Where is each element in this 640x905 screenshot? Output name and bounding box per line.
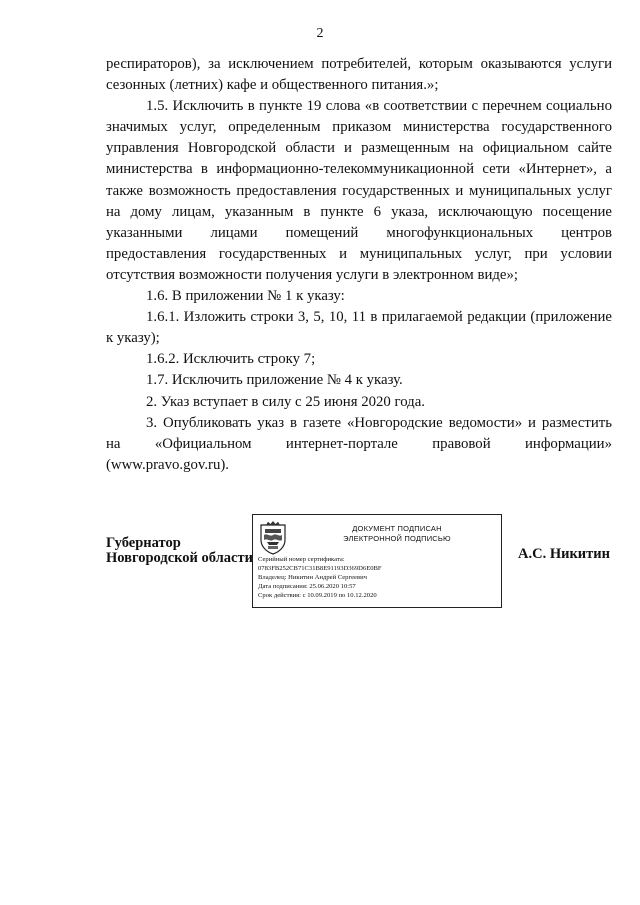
stamp-owner: Владелец: Никитин Андрей Сергеевич [258,573,367,581]
paragraph: респираторов), за исключением потребителей, которым оказываются услуги сезонных (летних) кафе и общественного питания.»; [106,56,612,94]
novgorod-coat-of-arms-icon [258,521,288,555]
paragraph: 1.7. Исключить приложение № 4 к указу. [146,372,403,389]
paragraph: 2. Указ вступает в силу с 25 июня 2020 года. [146,393,425,410]
signer-title [106,536,253,566]
paragraph: 1.5. Исключить в пункте 19 слова «в соответствии с перечнем социально значимых услуг, определенным приказом министерства государственного управления Новгородской области и размещенным на официальном сайте министерства в информационно-телекоммуникационной сети «Интернет», а также возможность предоставления государственных и муниципальных услуг на дому лицам, указанным в пункте 6 указа, исключающую посещение указанными лицами помещений многофункциональных центров предоставления государственных и муниципальных услуг, при условии отсутствия возможности получения услуги в электронном виде»; [106,98,612,283]
stamp-serial-value: 0783FB252CB71C31B8E91193D369D6E0BF [258,564,382,572]
paragraph: 1.6.2. Исключить строку 7; [146,351,316,368]
signature-stamp [252,514,502,608]
stamp-title [297,524,497,544]
signer-name: А.С. Никитин [518,546,610,562]
document-body [106,54,612,476]
stamp-validity: Срок действия: с 10.09.2019 по 10.12.2020 [258,591,377,599]
paragraph: 1.6.1. Изложить строки 3, 5, 10, 11 в прилагаемой редакции (приложение к указу); [106,309,612,347]
paragraph: 1.6. В приложении № 1 к указу: [146,288,345,305]
signer-title-line-1: Губернатор [106,535,181,551]
page-number: 2 [316,26,324,41]
stamp-signed-date: Дата подписания: 25.06.2020 10:57 [258,582,356,590]
stamp-details [258,556,498,601]
stamp-title-line-1: ДОКУМЕНТ ПОДПИСАН [352,524,442,533]
signer-title-line-2: Новгородской области [106,550,253,566]
stamp-serial-label: Серийный номер сертификата: [258,556,345,563]
stamp-title-line-2: ЭЛЕКТРОННОЙ ПОДПИСЬЮ [343,534,451,543]
paragraph: 3. Опубликовать указ в газете «Новгородские ведомости» и разместить на «Официальном интернет-портале правовой информации» (www.pravo.gov.ru). [106,414,612,473]
